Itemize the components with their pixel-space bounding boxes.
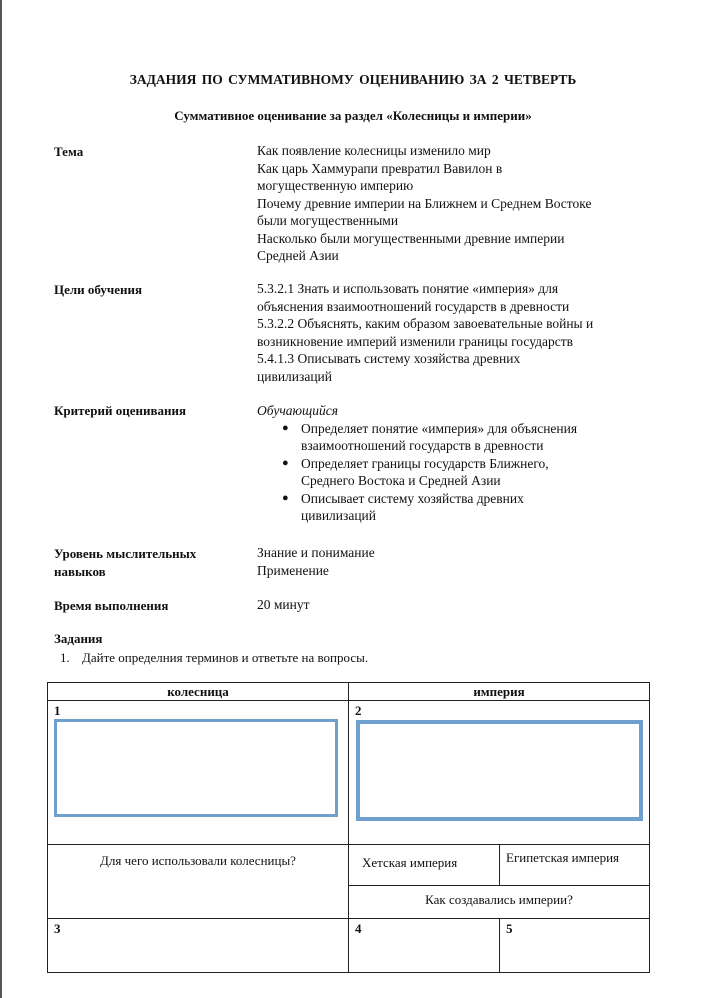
cell-3[interactable] [48,919,349,973]
goal-line: возникновение империй изменили границы государств [257,333,573,349]
question-chariot [48,845,349,919]
learning-goals-label: Цели обучения [54,282,143,297]
answer-table [47,682,650,973]
skill-line: Применение [257,562,329,578]
criteria-content [257,402,647,525]
question-empire-text: Как создавались империи? [425,892,573,907]
criteria-item-line: цивилизаций [301,508,377,523]
header-chariot: колесница [48,683,349,701]
criteria-item-line: Определяет понятие «империя» для объяснения [301,420,578,436]
cell-number: 4 [355,921,362,936]
topic-line: Как царь Хаммурапи превратил Вавилон в [257,160,503,176]
topic-line: Как появление колесницы изменило мир [257,143,491,158]
tasks-heading: Задания [54,631,103,646]
topic-line: Почему древние империи на Ближнем и Среднем Востоке [257,195,592,211]
skills-content [257,544,647,579]
goal-line: 5.3.2.2 Объяснять, каким образом завоевательные войны и [257,316,594,331]
criteria-item-line: Среднего Востока и Средней Азии [301,473,501,488]
question-empire-cell [349,886,650,919]
topic-line: Средней Азии [257,248,339,263]
topic-line: Насколько были могущественными древние империи [257,230,565,246]
egyptian-label: Египетская империя [506,850,620,865]
criteria-item-line: взаимоотношений государств в древности [301,438,544,453]
hittite-label: Хетская империя [362,855,458,870]
goal-line: цивилизаций [257,368,333,384]
task-1 [60,650,368,666]
goal-line: 5.4.1.3 Описывать систему хозяйства древних [257,351,521,366]
answer-box-1[interactable] [54,719,338,817]
skill-line: Знание и понимание [257,545,375,560]
bullet-icon: ● [282,491,289,504]
task-1-number: 1. [60,650,70,665]
task-1-text: Дайте определния терминов и ответьте на вопросы. [82,650,369,665]
learning-goals-content [257,280,647,385]
skills-label-line: навыков [54,563,106,579]
page-left-edge [0,0,2,998]
cell-number: 3 [54,921,61,936]
document-subtitle: Суммативное оценивание за раздел «Колесницы и империи» [174,108,532,123]
time-label: Время выполнения [54,598,169,613]
criteria-list [257,420,647,525]
bullet-icon: ● [282,421,289,434]
hittite-cell [349,845,500,886]
document-title: ЗАДАНИЯ ПО СУММАТИВНОМУ ОЦЕНИВАНИЮ ЗА 2 ЧЕТВЕРТЬ [129,72,577,87]
header-empire: империя [349,683,650,701]
topic-content [257,142,647,265]
cell-5[interactable] [500,919,650,973]
criteria-item [282,420,647,455]
bullet-icon: ● [282,456,289,469]
criteria-label: Критерий оценивания [54,403,187,418]
criteria-item [282,490,647,525]
cell-1 [48,701,349,845]
criteria-item-line: Определяет границы государств Ближнего, [301,455,549,471]
answer-box-2[interactable] [356,720,643,821]
cell-2 [349,701,650,845]
goal-line: объяснения взаимоотношений государств в древности [257,298,570,314]
time-value: 20 минут [257,597,310,612]
cell-number: 2 [355,703,362,718]
cell-number: 5 [506,921,513,936]
cell-4[interactable] [349,919,500,973]
skills-label [54,545,196,580]
egyptian-cell [500,845,650,886]
question-chariot-text: Для чего использовали колесницы? [100,853,296,868]
goal-line: 5.3.2.1 Знать и использовать понятие «империя» для [257,281,559,296]
criteria-item-line: Описывает систему хозяйства древних [301,490,524,506]
cell-number: 1 [54,703,61,718]
topic-line: были могущественными [257,213,399,228]
skills-label-line: Уровень мыслительных [54,546,197,561]
topic-label: Тема [54,144,84,159]
criteria-intro: Обучающийся [257,403,339,418]
topic-line: могущественную империю [257,178,414,193]
criteria-item [282,455,647,490]
